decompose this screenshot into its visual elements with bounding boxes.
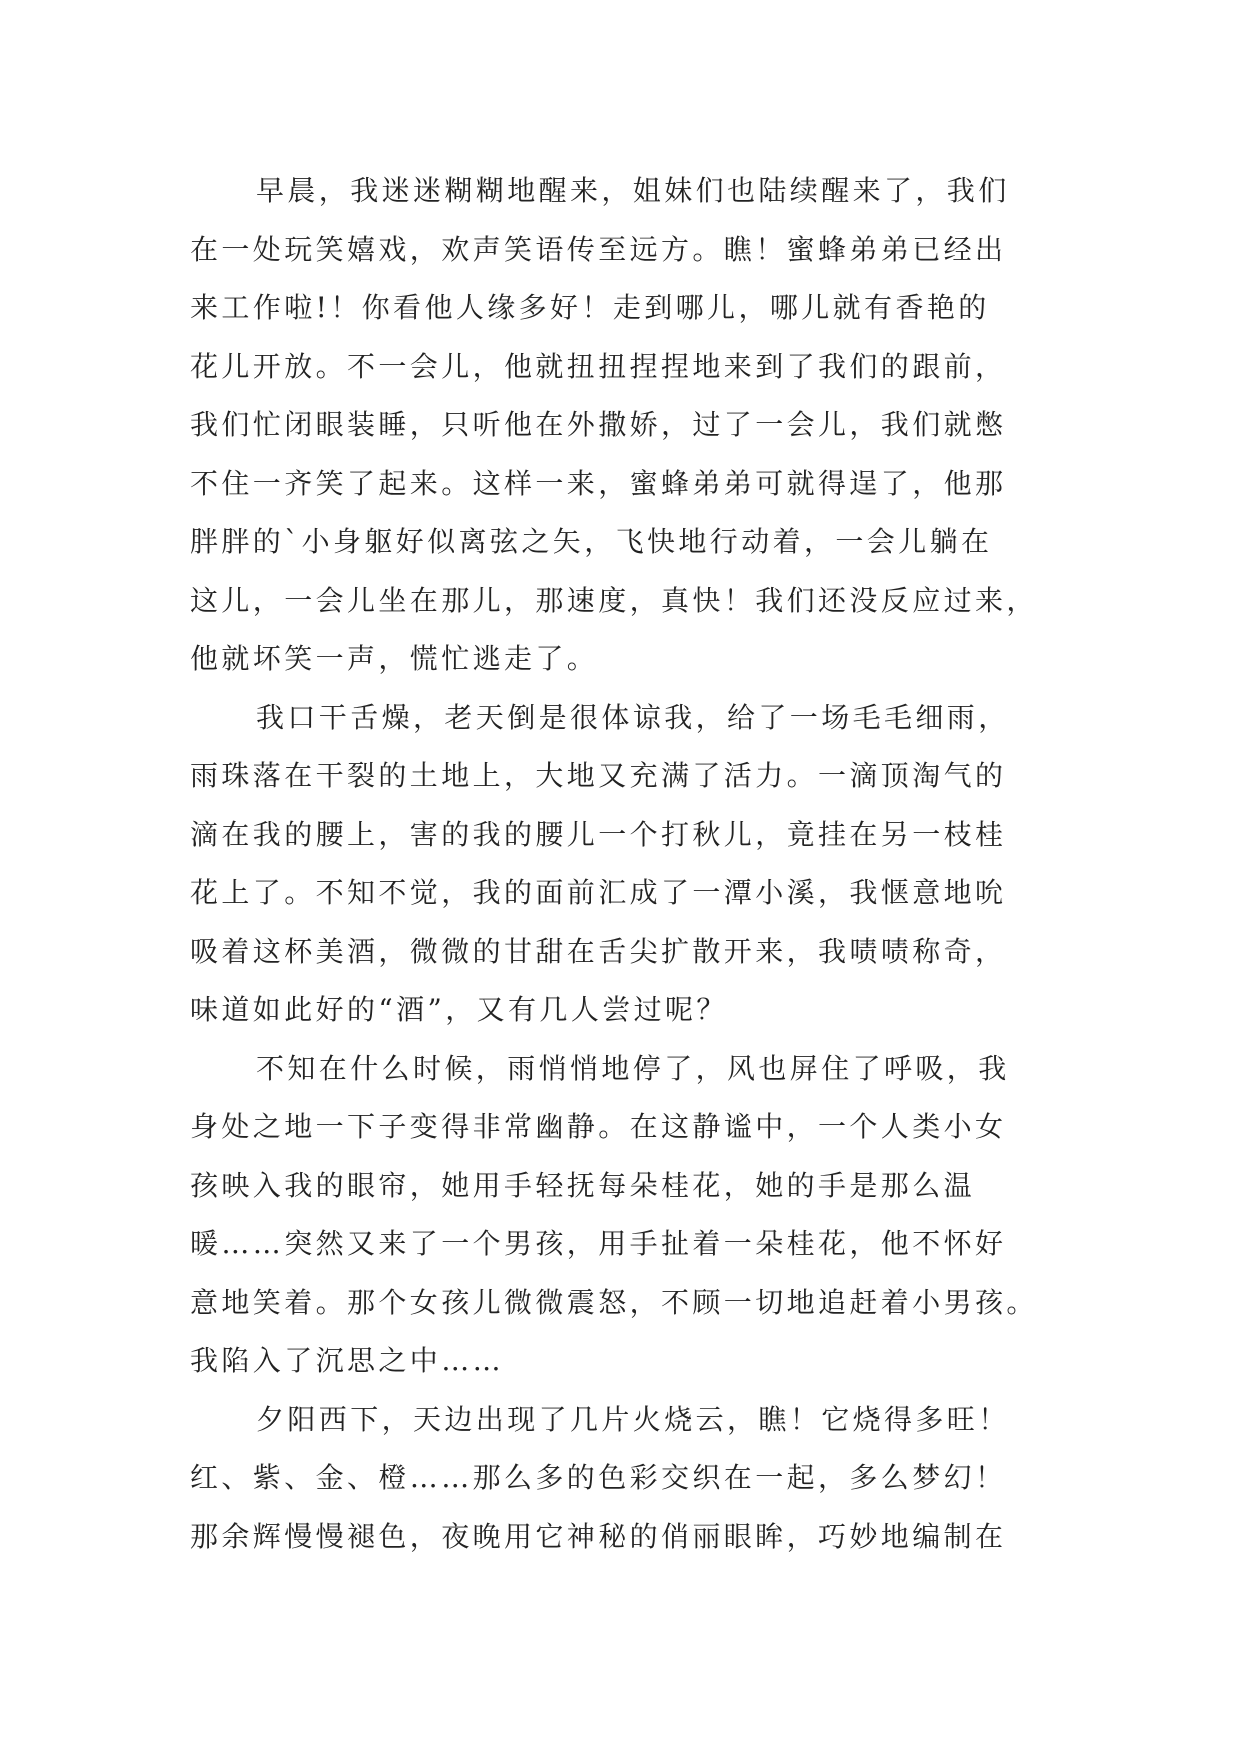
- text-line: 滴在我的腰上，害的我的腰儿一个打秋儿，竟挂在另一枝桂: [190, 817, 1007, 851]
- text-line: 暖……突然又来了一个男孩，用手扯着一朵桂花，他不怀好: [190, 1227, 1007, 1260]
- text-line: 不知在什么时候，雨悄悄地停了，风也屏住了呼吸，我: [256, 1051, 1010, 1085]
- text-line: 那余辉慢慢褪色，夜晚用它神秘的俏丽眼眸，巧妙地编制在: [190, 1519, 1007, 1553]
- text-line: 不住一齐笑了起来。这样一来，蜜蜂弟弟可就得逞了，他那: [190, 466, 1007, 500]
- text-line: 早晨，我迷迷糊糊地醒来，姐妹们也陆续醒来了，我们: [256, 174, 1010, 207]
- article-body: [190, 162, 1070, 1566]
- text-line: 孩映入我的眼帘，她用手轻抚每朵桂花，她的手是那么温: [190, 1168, 976, 1202]
- text-line: 来工作啦!！你看他人缘多好！走到哪儿，哪儿就有香艳的: [190, 291, 990, 324]
- paragraph-girl: [190, 1040, 1070, 1391]
- text-line: 身处之地一下子变得非常幽静。在这静谧中，一个人类小女: [190, 1110, 1007, 1143]
- text-line: 他就坏笑一声，慌忙逃走了。: [190, 642, 599, 675]
- text-line: 这儿，一会儿坐在那儿，那速度，真快！我们还没反应过来，: [190, 583, 1038, 617]
- text-line: 意地笑着。那个女孩儿微微震怒，不顾一切地追赶着小男孩。: [190, 1285, 1038, 1319]
- text-line: 我陷入了沉思之中……: [190, 1344, 505, 1377]
- text-line: 花上了。不知不觉，我的面前汇成了一潭小溪，我惬意地吮: [190, 876, 1007, 909]
- text-line: 花儿开放。不一会儿，他就扭扭捏捏地来到了我们的跟前，: [190, 349, 1007, 383]
- text-line: 雨珠落在干裂的土地上，大地又充满了活力。一滴顶淘气的: [190, 759, 1007, 792]
- text-line: 我们忙闭眼装睡，只听他在外撒娇，过了一会儿，我们就憋: [190, 408, 1007, 441]
- text-line: 红、紫、金、橙……那么多的色彩交织在一起，多么梦幻！: [190, 1461, 1007, 1494]
- paragraph-morning: [190, 162, 1070, 689]
- text-line: 胖胖的`小身躯好似离弦之矢，飞快地行动着，一会儿躺在: [190, 525, 993, 558]
- text-line: 吸着这杯美酒，微微的甘甜在舌尖扩散开来，我啧啧称奇，: [190, 934, 1007, 968]
- text-line: 夕阳西下，天边出现了几片火烧云，瞧！它烧得多旺！: [256, 1402, 1010, 1436]
- paragraph-sunset: [190, 1391, 1070, 1567]
- paragraph-rain: [190, 689, 1070, 1040]
- text-line: 味道如此好的“酒”，又有几人尝过呢？: [190, 993, 728, 1026]
- text-line: 在一处玩笑嬉戏，欢声笑语传至远方。瞧！蜜蜂弟弟已经出: [190, 232, 1007, 266]
- text-line: 我口干舌燥，老天倒是很体谅我，给了一场毛毛细雨，: [256, 700, 1010, 734]
